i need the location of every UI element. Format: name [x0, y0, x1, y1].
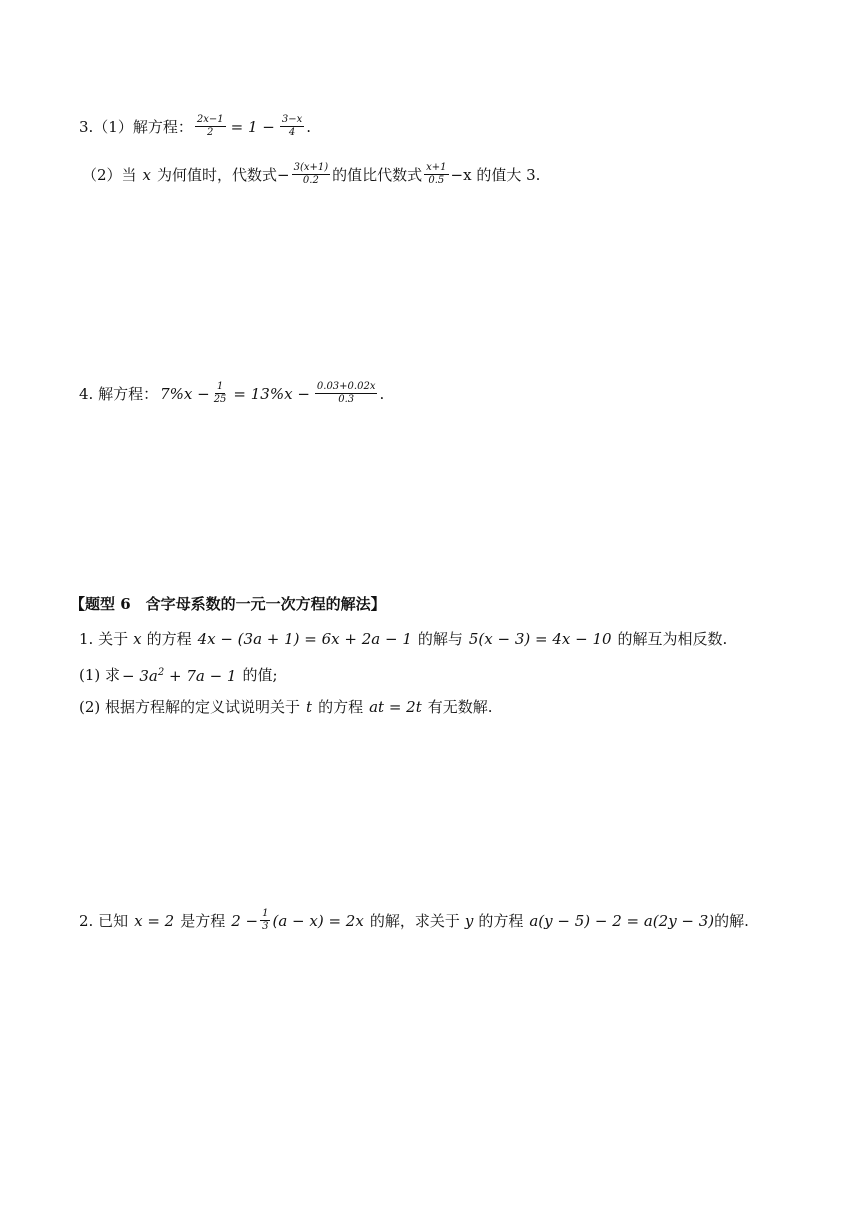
s1-text-a: 1. 关于: [79, 630, 129, 648]
s2-text-e: 的解.: [714, 911, 749, 930]
q3-lhs-fraction: [195, 114, 226, 139]
expression-part-b: + 7a − 1: [164, 667, 237, 685]
q4-prefix: 4. 解方程：: [79, 384, 159, 403]
q3-part2-text-c: 的值比代数式: [332, 165, 423, 184]
s1-text-d: 的解互为相反数.: [617, 630, 728, 648]
q4-fraction-2: [315, 381, 378, 406]
variable-x: x: [133, 630, 142, 648]
variable-y: y: [464, 911, 474, 930]
s1-sub2-text-c: 有无数解.: [427, 698, 493, 716]
s2-equation-2a: 2 −: [231, 911, 259, 930]
s2-text-b: 是方程: [180, 911, 226, 930]
s1-sub1-text-a: (1) 求: [79, 665, 121, 684]
q3-part1-prefix: 3.（1）解方程：: [79, 117, 193, 136]
s2-line: [79, 908, 749, 933]
s2-text-d: 的方程: [478, 911, 524, 930]
s1-line3: [79, 696, 493, 718]
equation-middle: = 1 −: [230, 117, 275, 136]
q3-part2: [82, 162, 540, 187]
fraction-numerator: x+1: [426, 162, 447, 173]
q4-fraction-1: [212, 381, 229, 406]
fraction-denominator: 0.2: [302, 175, 319, 186]
q3-part2-text-a: （2）当: [82, 165, 137, 184]
fraction-numerator: 3−x: [281, 114, 303, 125]
s1-sub2-text-b: 的方程: [318, 698, 364, 716]
s1-sub1-expression: [122, 662, 236, 687]
q3-part2-text-b: 为何值时，代数式−: [157, 165, 290, 184]
fraction-denominator: 3: [262, 921, 269, 932]
s1-line2: [79, 662, 278, 687]
q3-rhs-fraction: [280, 114, 304, 139]
fraction-denominator: 0.5: [428, 175, 445, 186]
exponent: 2: [157, 667, 165, 678]
s2-text-c: 的解，求关于: [369, 911, 460, 930]
fraction-denominator: 25: [213, 394, 227, 405]
s2-equation-1: x = 2: [134, 911, 175, 930]
q3-fraction-2: [424, 162, 448, 187]
variable-x: x: [142, 165, 152, 184]
s1-line1: [79, 628, 727, 650]
variable-t: t: [306, 698, 313, 716]
s2-text-a: 2. 已知: [79, 911, 129, 930]
period: .: [306, 117, 311, 136]
q4-term-2: = 13%x −: [233, 384, 310, 403]
s1-equation-2: 5(x − 3) = 4x − 10: [468, 630, 612, 648]
q3-fraction-1: [292, 162, 331, 187]
s1-text-b: 的方程: [146, 630, 192, 648]
s1-sub2-text-a: (2) 根据方程解的定义试说明关于: [79, 698, 301, 716]
fraction-numerator: 1: [262, 908, 269, 919]
section-title: [70, 593, 386, 615]
fraction-denominator: 4: [288, 127, 296, 138]
s1-sub1-text-b: 的值;: [242, 665, 278, 684]
expression-part-a: − 3a: [122, 667, 158, 685]
period: .: [379, 384, 385, 403]
q4: [79, 381, 384, 406]
s1-equation-1: 4x − (3a + 1) = 6x + 2a − 1: [197, 630, 412, 648]
section-title-text: 【题型 6 含字母系数的一元一次方程的解法】: [70, 595, 386, 613]
s2-equation-3: a(y − 5) − 2 = a(2y − 3): [529, 911, 715, 930]
fraction-denominator: 2: [207, 127, 214, 138]
s1-sub2-equation: at = 2t: [369, 698, 422, 716]
fraction-denominator: 0.3: [338, 394, 355, 405]
q3-part1: [79, 114, 311, 139]
fraction-numerator: 2x−1: [196, 114, 224, 125]
fraction-numerator: 0.03+0.02x: [316, 381, 376, 392]
s2-fraction: [260, 908, 270, 933]
q4-term-1: 7%x −: [160, 384, 210, 403]
q3-part2-text-d: −x 的值大 3.: [450, 165, 541, 184]
fraction-numerator: 1: [216, 381, 224, 392]
fraction-numerator: 3(x+1): [293, 162, 329, 173]
s1-text-c: 的解与: [417, 630, 463, 648]
s2-equation-2b: (a − x) = 2x: [272, 911, 364, 930]
